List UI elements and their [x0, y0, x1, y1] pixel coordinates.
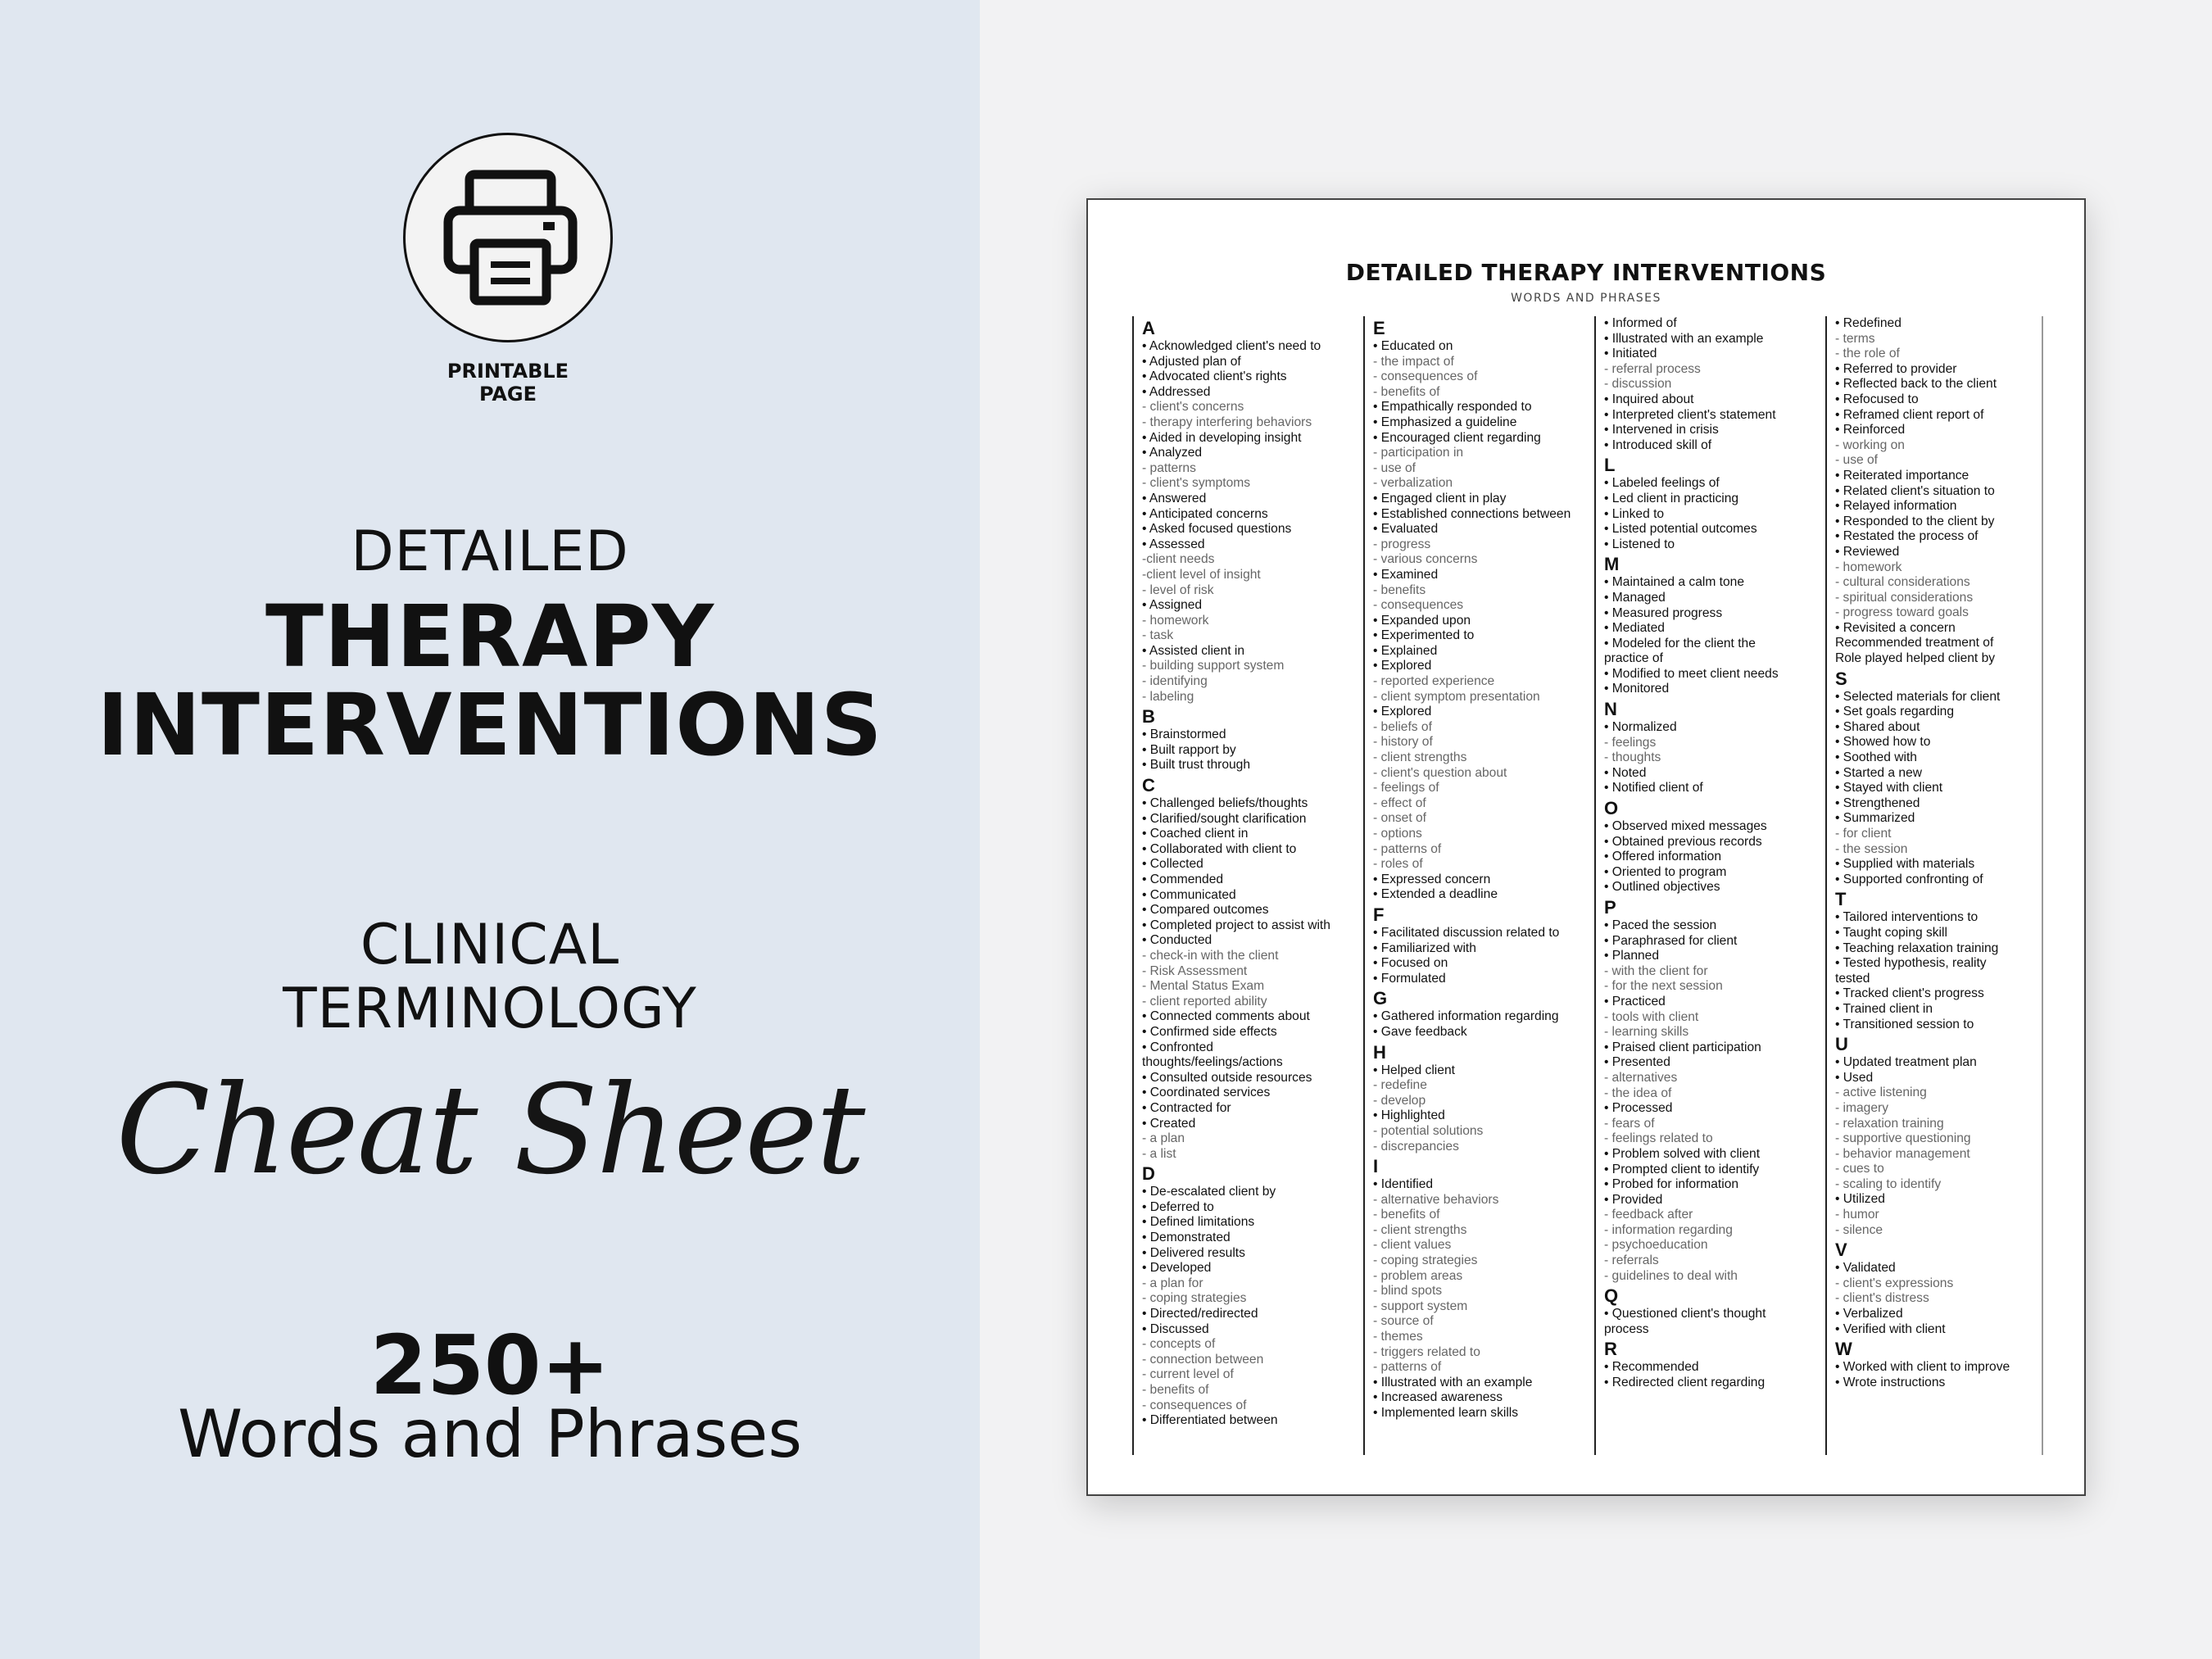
- list-item: • Redefined: [1835, 316, 1902, 330]
- sub-item: - verbalization: [1373, 476, 1453, 491]
- sub-item: - client strengths: [1373, 1222, 1467, 1237]
- sub-item: - feelings related to: [1604, 1131, 1713, 1146]
- list-item: • Monitored: [1604, 682, 1670, 696]
- document-preview: [1086, 198, 2086, 1496]
- list-item: • Mediated: [1604, 621, 1665, 636]
- sub-item: - identifying: [1142, 674, 1208, 689]
- list-item: • Examined: [1373, 567, 1439, 582]
- sub-item: -client level of insight: [1142, 567, 1261, 582]
- list-item: • Summarized: [1835, 811, 1915, 826]
- sub-item: - benefits of: [1373, 384, 1440, 399]
- list-item: • Listed potential outcomes: [1604, 522, 1757, 537]
- sub-item: - labeling: [1142, 689, 1194, 704]
- list-item: • Selected materials for client: [1835, 689, 2001, 704]
- list-item: • Teaching relaxation training: [1835, 941, 1999, 955]
- section-letter: N: [1604, 699, 1617, 720]
- section-letter: C: [1142, 775, 1155, 796]
- sub-item: - silence: [1835, 1222, 1883, 1237]
- sub-item: - for client: [1835, 827, 1892, 841]
- list-item: • Prompted client to identify: [1604, 1162, 1760, 1176]
- sub-item: -client needs: [1142, 552, 1215, 567]
- list-item: • Utilized: [1835, 1192, 1885, 1207]
- list-item: • Engaged client in play: [1373, 491, 1507, 505]
- list-item: • Illustrated with an example: [1604, 331, 1764, 346]
- sub-item: - connection between: [1142, 1352, 1264, 1367]
- section-letter: L: [1604, 455, 1616, 476]
- list-item: • Informed of: [1604, 316, 1677, 330]
- terminology-label: TERMINOLOGY: [283, 977, 697, 1041]
- sub-item: - history of: [1373, 735, 1433, 750]
- sub-item: - homework: [1142, 613, 1209, 628]
- list-item: • Developed: [1142, 1261, 1212, 1276]
- sub-item: - discussion: [1604, 377, 1672, 392]
- list-item: • Questioned client's thought: [1604, 1307, 1766, 1321]
- sub-item: - referral process: [1604, 361, 1701, 376]
- sub-item: - benefits: [1373, 582, 1426, 597]
- section-letter: P: [1604, 897, 1616, 918]
- sub-item: - options: [1373, 827, 1422, 841]
- list-item: • Verified with client: [1835, 1321, 1946, 1336]
- list-item: • Redirected client regarding: [1604, 1376, 1766, 1390]
- sub-item: - relaxation training: [1835, 1116, 1944, 1131]
- badge-label-line1: PRINTABLE: [446, 360, 569, 383]
- sub-item: - problem areas: [1373, 1268, 1463, 1283]
- sub-item: - feelings: [1604, 735, 1657, 750]
- sub-item: - patterns of: [1373, 1360, 1442, 1375]
- list-item: • Familiarized with: [1373, 941, 1476, 955]
- list-item: • Notified client of: [1604, 781, 1703, 796]
- list-item: • Implemented learn skills: [1373, 1406, 1519, 1420]
- sub-item: - consequences of: [1373, 369, 1478, 384]
- list-item: • Assessed: [1142, 537, 1205, 551]
- sub-item: - source of: [1373, 1314, 1434, 1329]
- list-item: • Coached client in: [1142, 827, 1249, 841]
- list-item: • Introduced skill of: [1604, 437, 1712, 452]
- sub-item: - participation in: [1373, 446, 1464, 460]
- list-item: • Reframed client report of: [1835, 407, 1984, 422]
- list-item: • Planned: [1604, 949, 1660, 963]
- list-item: • Confirmed side effects: [1142, 1024, 1277, 1039]
- sub-item: - redefine: [1373, 1078, 1427, 1093]
- list-item: • Linked to: [1604, 506, 1665, 521]
- list-item: • Aided in developing insight: [1142, 430, 1302, 445]
- sub-item: - information regarding: [1604, 1222, 1733, 1237]
- list-item: • Acknowledged client's need to: [1142, 339, 1321, 353]
- sub-item: - client values: [1373, 1238, 1452, 1253]
- badge-label-line2: PAGE: [478, 383, 537, 406]
- document-column-4: [1825, 316, 2038, 1455]
- sub-item: - progress: [1373, 537, 1431, 551]
- list-item: • Clarified/sought clarification: [1142, 811, 1307, 826]
- list-item: • Expressed concern: [1373, 872, 1491, 886]
- sub-item: - task: [1142, 628, 1174, 643]
- list-item: • Challenged beliefs/thoughts: [1142, 796, 1308, 811]
- sub-item: - client strengths: [1373, 750, 1467, 765]
- list-item: • Anticipated concerns: [1142, 506, 1268, 521]
- sub-item: - the idea of: [1604, 1086, 1672, 1100]
- list-item: • Identified: [1373, 1177, 1434, 1192]
- sub-item: - roles of: [1373, 857, 1423, 872]
- list-item: • Focused on: [1373, 956, 1448, 971]
- sub-item: - spiritual considerations: [1835, 590, 1974, 605]
- list-item: • Offered information: [1604, 850, 1721, 864]
- list-item: • Compared outcomes: [1142, 903, 1269, 918]
- list-item: • Increased awareness: [1373, 1390, 1503, 1405]
- section-letter: H: [1373, 1041, 1386, 1063]
- list-item: • Connected comments about: [1142, 1009, 1310, 1024]
- list-item: • Relayed information: [1835, 499, 1957, 514]
- sub-item: - client reported ability: [1142, 994, 1267, 1009]
- list-item: • Formulated: [1373, 971, 1446, 986]
- sub-item: - feedback after: [1604, 1208, 1693, 1222]
- sub-item: - progress toward goals: [1835, 605, 1969, 620]
- sub-item: - guidelines to deal with: [1604, 1268, 1738, 1283]
- list-item: • Started a new: [1835, 765, 1923, 780]
- list-item: • Gave feedback: [1373, 1024, 1467, 1039]
- list-item: • Illustrated with an example: [1373, 1375, 1533, 1389]
- list-item: • Contracted for: [1142, 1100, 1231, 1115]
- list-item: • Emphasized a guideline: [1373, 415, 1517, 429]
- sub-item: - scaling to identify: [1835, 1176, 1942, 1191]
- column-divider: [2042, 316, 2043, 1455]
- document-column-3: [1594, 316, 1807, 1455]
- sub-item: - consequences: [1373, 598, 1464, 613]
- list-item: Role played helped client by: [1835, 651, 1996, 666]
- sub-item: - a plan: [1142, 1131, 1185, 1146]
- list-item: • Presented: [1604, 1055, 1670, 1070]
- sub-item: - feelings of: [1373, 781, 1439, 796]
- list-item: • Reviewed: [1835, 544, 1900, 559]
- printer-icon: [442, 168, 579, 306]
- sub-item: - blind spots: [1373, 1284, 1443, 1299]
- list-item: • Assigned: [1142, 598, 1203, 613]
- sub-item: - client's expressions: [1835, 1276, 1954, 1290]
- list-item: • Reflected back to the client: [1835, 377, 1997, 392]
- list-item: • Tailored interventions to: [1835, 910, 1979, 925]
- sub-item: - develop: [1373, 1093, 1426, 1108]
- list-item: • Related client's situation to: [1835, 483, 1995, 498]
- promo-title-line1: THERAPY: [265, 587, 715, 687]
- sub-item: - alternative behaviors: [1373, 1192, 1499, 1207]
- list-item: • Brainstormed: [1142, 728, 1226, 742]
- sub-item: - working on: [1835, 437, 1905, 452]
- list-item: • Updated treatment plan: [1835, 1055, 1977, 1070]
- list-item: • Refocused to: [1835, 392, 1919, 406]
- sub-item: - a plan for: [1142, 1276, 1203, 1290]
- document-column-1: [1132, 316, 1345, 1455]
- sub-item: - support system: [1373, 1299, 1468, 1313]
- sub-item: - consequences of: [1142, 1398, 1247, 1412]
- list-item: • Showed how to: [1835, 735, 1931, 750]
- section-letter: Q: [1604, 1285, 1619, 1307]
- list-item: • Collaborated with client to: [1142, 841, 1297, 856]
- sub-item: - therapy interfering behaviors: [1142, 415, 1312, 429]
- sub-item: - terms: [1835, 331, 1875, 346]
- list-item: • Managed: [1604, 590, 1666, 605]
- list-item: • Assisted client in: [1142, 643, 1245, 658]
- section-letter: G: [1373, 988, 1388, 1009]
- sub-item: - psychoeducation: [1604, 1238, 1708, 1253]
- list-item: • Interpreted client's statement: [1604, 407, 1776, 422]
- list-item: • Modified to meet client needs: [1604, 666, 1779, 681]
- sub-item: - the session: [1835, 841, 1908, 856]
- sub-item: - cues to: [1835, 1162, 1884, 1176]
- list-item: • Recommended: [1604, 1360, 1699, 1375]
- list-item: • Oriented to program: [1604, 864, 1727, 879]
- list-item: • Reinforced: [1835, 423, 1906, 437]
- list-item: • Analyzed: [1142, 446, 1203, 460]
- sub-item: - use of: [1835, 453, 1879, 468]
- list-item: • Maintained a calm tone: [1604, 575, 1745, 590]
- section-letter: T: [1835, 889, 1847, 910]
- list-item: • Expanded upon: [1373, 613, 1471, 628]
- list-item: • Reiterated importance: [1835, 468, 1969, 483]
- sub-item: - benefits of: [1373, 1208, 1440, 1222]
- sub-item: - coping strategies: [1142, 1291, 1247, 1306]
- list-item: • Helped client: [1373, 1063, 1455, 1077]
- sub-item: - client symptom presentation: [1373, 689, 1540, 704]
- list-item: • Obtained previous records: [1604, 834, 1762, 849]
- phrase-count: 250+: [369, 1317, 610, 1413]
- list-item: • Outlined objectives: [1604, 880, 1720, 895]
- section-letter: V: [1835, 1240, 1847, 1261]
- sub-item: - thoughts: [1604, 750, 1661, 765]
- section-letter: S: [1835, 668, 1847, 689]
- list-item: • Facilitated discussion related to: [1373, 925, 1560, 940]
- list-item: • Provided: [1604, 1192, 1663, 1207]
- document-title: DETAILED THERAPY INTERVENTIONS: [1345, 259, 1827, 286]
- list-item: • Trained client in: [1835, 1001, 1933, 1016]
- list-item: • Deferred to: [1142, 1199, 1214, 1214]
- list-item: • Taught coping skill: [1835, 925, 1947, 940]
- list-item: • Problem solved with client: [1604, 1146, 1761, 1161]
- sub-item: - use of: [1373, 460, 1416, 475]
- list-item: • Validated: [1835, 1261, 1896, 1276]
- sub-item: - client's distress: [1835, 1291, 1929, 1306]
- list-item: • Conducted: [1142, 933, 1213, 948]
- phrase-count-label: Words and Phrases: [177, 1396, 803, 1472]
- list-item: • Extended a deadline: [1373, 887, 1498, 902]
- section-letter: B: [1142, 706, 1155, 728]
- sub-item: - active listening: [1835, 1086, 1927, 1100]
- list-item: • Explained: [1373, 643, 1438, 658]
- list-item: • Answered: [1142, 491, 1207, 505]
- promo-panel: [0, 0, 980, 1659]
- list-item: • Encouraged client regarding: [1373, 430, 1541, 445]
- list-item: • Probed for information: [1604, 1177, 1739, 1192]
- list-item: • Created: [1142, 1116, 1196, 1131]
- sub-item: - coping strategies: [1373, 1253, 1478, 1268]
- list-item: • Completed project to assist with: [1142, 918, 1330, 932]
- list-item: • Wrote instructions: [1835, 1375, 1946, 1389]
- list-item: • Discussed: [1142, 1321, 1209, 1336]
- sub-item: - potential solutions: [1373, 1123, 1484, 1138]
- sub-item: - effect of: [1373, 796, 1426, 810]
- list-item: • Demonstrated: [1142, 1231, 1231, 1245]
- section-letter: F: [1373, 904, 1385, 925]
- list-item: • Initiated: [1604, 347, 1657, 361]
- sub-item: - referrals: [1604, 1253, 1659, 1268]
- sub-item: - current level of: [1142, 1367, 1234, 1382]
- list-item: • Tested hypothesis, reality: [1835, 956, 1987, 971]
- list-item: • Built trust through: [1142, 758, 1251, 773]
- list-item: • Led client in practicing: [1604, 491, 1739, 505]
- list-item: • Addressed: [1142, 384, 1211, 399]
- document-subtitle: WORDS AND PHRASES: [1511, 292, 1661, 305]
- sub-item: - discrepancies: [1373, 1139, 1459, 1154]
- sub-item: - onset of: [1373, 811, 1427, 826]
- list-item: • Asked focused questions: [1142, 522, 1292, 537]
- sub-item: - various concerns: [1373, 552, 1478, 567]
- document-column-2: [1363, 316, 1576, 1455]
- list-item: • Delivered results: [1142, 1245, 1245, 1260]
- list-item: • Labeled feelings of: [1604, 476, 1720, 491]
- list-item: • Consulted outside resources: [1142, 1070, 1312, 1085]
- section-letter: R: [1604, 1339, 1617, 1360]
- list-item: process: [1604, 1321, 1649, 1336]
- list-item: • Shared about: [1835, 719, 1920, 734]
- list-item: • Normalized: [1604, 720, 1677, 735]
- list-item: Recommended treatment of: [1835, 636, 1994, 650]
- list-item: • Transitioned session to: [1835, 1017, 1974, 1031]
- sub-item: - patterns of: [1373, 841, 1442, 856]
- sub-item: - the impact of: [1373, 354, 1454, 369]
- promo-subtitle: DETAILED: [351, 519, 629, 584]
- list-item: • Adjusted plan of: [1142, 354, 1241, 369]
- list-item: • Verbalized: [1835, 1307, 1903, 1321]
- list-item: • Practiced: [1604, 994, 1666, 1009]
- list-item: • Revisited a concern: [1835, 620, 1956, 635]
- list-item: • Differentiated between: [1142, 1413, 1278, 1428]
- clinical-label: CLINICAL: [360, 913, 620, 977]
- list-item: • Soothed with: [1835, 750, 1917, 765]
- sub-item: - supportive questioning: [1835, 1131, 1971, 1146]
- sub-item: - themes: [1373, 1330, 1423, 1344]
- list-item: • Set goals regarding: [1835, 705, 1955, 719]
- list-item: • Explored: [1373, 659, 1432, 673]
- sub-item: - a list: [1142, 1146, 1176, 1161]
- list-item: • Supplied with materials: [1835, 857, 1975, 872]
- list-item: • Listened to: [1604, 537, 1675, 551]
- sub-item: - alternatives: [1604, 1070, 1678, 1085]
- list-item: • Intervened in crisis: [1604, 423, 1719, 437]
- list-item: thoughts/feelings/actions: [1142, 1055, 1283, 1070]
- section-letter: M: [1604, 554, 1620, 575]
- promo-title-line2: INTERVENTIONS: [97, 675, 883, 775]
- sub-item: - fears of: [1604, 1116, 1655, 1131]
- list-item: • Established connections between: [1373, 506, 1571, 521]
- list-item: • Measured progress: [1604, 605, 1723, 620]
- list-item: • Built rapport by: [1142, 742, 1236, 757]
- list-item: • Stayed with client: [1835, 781, 1943, 796]
- list-item: • Praised client participation: [1604, 1040, 1761, 1054]
- sub-item: - concepts of: [1142, 1337, 1216, 1352]
- sub-item: - Risk Assessment: [1142, 963, 1248, 978]
- section-letter: E: [1373, 318, 1385, 338]
- sub-item: - client's concerns: [1142, 400, 1244, 415]
- list-item: • Coordinated services: [1142, 1086, 1271, 1100]
- list-item: • Modeled for the client the: [1604, 636, 1756, 650]
- sub-item: - patterns: [1142, 460, 1196, 475]
- list-item: • Empathically responded to: [1373, 400, 1532, 415]
- sub-item: - learning skills: [1604, 1025, 1689, 1040]
- list-item: • Explored: [1373, 705, 1432, 719]
- list-item: • Evaluated: [1373, 522, 1439, 537]
- sub-item: - client's question about: [1373, 765, 1507, 780]
- list-item: • Defined limitations: [1142, 1215, 1255, 1230]
- list-item: • Strengthened: [1835, 796, 1920, 810]
- sub-item: - triggers related to: [1373, 1344, 1480, 1359]
- list-item: • Paced the session: [1604, 918, 1717, 932]
- sub-item: - tools with client: [1604, 1009, 1699, 1024]
- sub-item: - client's symptoms: [1142, 476, 1251, 491]
- sub-item: - check-in with the client: [1142, 948, 1279, 963]
- sub-item: - behavior management: [1835, 1146, 1970, 1161]
- list-item: tested: [1835, 971, 1870, 986]
- list-item: • Directed/redirected: [1142, 1307, 1258, 1321]
- list-item: • Collected: [1142, 857, 1203, 872]
- sub-item: - Mental Status Exam: [1142, 979, 1265, 994]
- list-item: • Inquired about: [1604, 392, 1694, 406]
- list-item: • Observed mixed messages: [1604, 819, 1767, 834]
- list-item: • Used: [1835, 1070, 1874, 1085]
- sub-item: - humor: [1835, 1208, 1879, 1222]
- section-letter: D: [1142, 1163, 1155, 1185]
- section-letter: U: [1835, 1034, 1848, 1055]
- printable-badge: [403, 133, 613, 406]
- list-item: • Restated the process of: [1835, 529, 1979, 544]
- list-item: • Paraphrased for client: [1604, 933, 1738, 948]
- list-item: • Advocated client's rights: [1142, 369, 1287, 384]
- list-item: • Commended: [1142, 873, 1224, 886]
- sub-item: - building support system: [1142, 659, 1285, 673]
- list-item: • Processed: [1604, 1101, 1673, 1116]
- list-item: • Highlighted: [1373, 1108, 1445, 1123]
- list-item: • Confronted: [1142, 1040, 1213, 1054]
- sub-item: - imagery: [1835, 1100, 1888, 1115]
- list-item: • Noted: [1604, 765, 1647, 780]
- list-item: • Referred to provider: [1835, 361, 1957, 376]
- sub-item: - level of risk: [1142, 582, 1214, 597]
- cheat-sheet-script: Cheat Sheet: [116, 1059, 864, 1202]
- sub-item: - cultural considerations: [1835, 575, 1970, 590]
- section-letter: O: [1604, 798, 1619, 819]
- section-letter: W: [1835, 1339, 1852, 1360]
- sub-item: - the role of: [1835, 347, 1900, 361]
- list-item: • Gathered information regarding: [1373, 1009, 1559, 1024]
- sub-item: - homework: [1835, 560, 1902, 574]
- sub-item: - benefits of: [1142, 1383, 1209, 1397]
- sub-item: - with the client for: [1604, 963, 1708, 978]
- list-item: • Responded to the client by: [1835, 514, 1995, 528]
- list-item: practice of: [1604, 651, 1663, 666]
- sub-item: - reported experience: [1373, 674, 1495, 689]
- list-item: • Worked with client to improve: [1835, 1360, 2010, 1375]
- list-item: • De-escalated client by: [1142, 1185, 1276, 1199]
- sub-item: - beliefs of: [1373, 719, 1432, 734]
- list-item: • Educated on: [1373, 339, 1453, 353]
- section-letter: I: [1373, 1156, 1379, 1177]
- list-item: • Tracked client's progress: [1835, 986, 1984, 1001]
- list-item: • Communicated: [1142, 887, 1236, 902]
- sub-item: - for the next session: [1604, 979, 1723, 994]
- list-item: • Experimented to: [1373, 628, 1475, 643]
- section-letter: A: [1142, 318, 1155, 338]
- list-item: • Supported confronting of: [1835, 872, 1983, 886]
